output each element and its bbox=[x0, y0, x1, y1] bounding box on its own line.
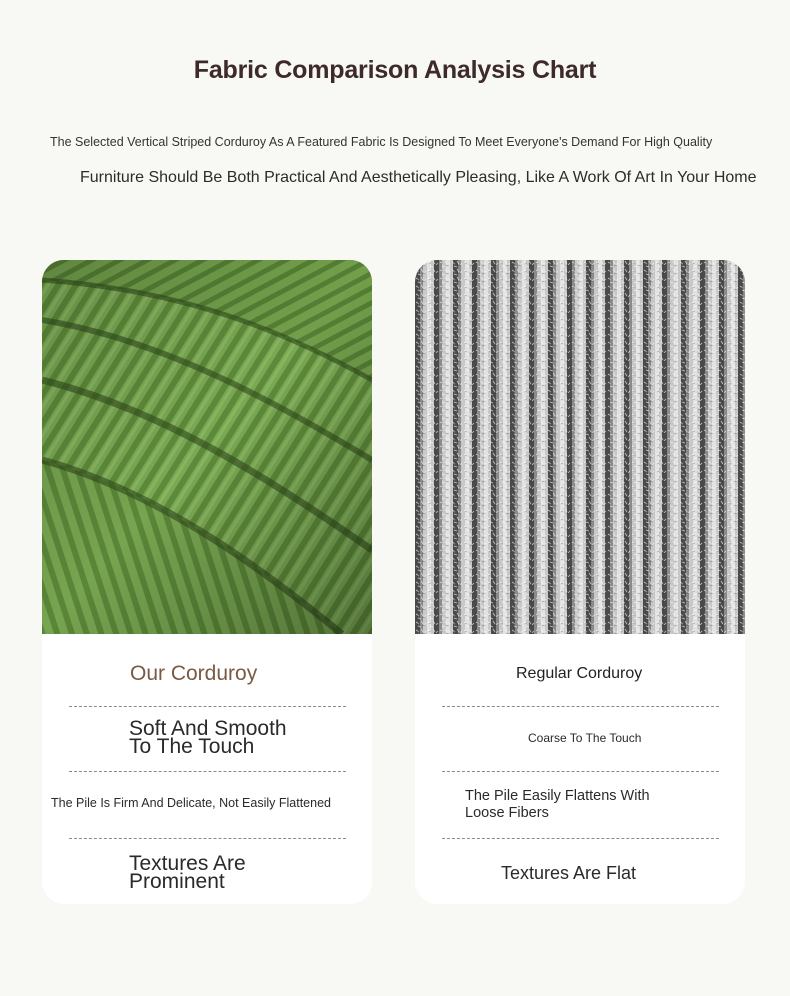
divider bbox=[442, 771, 719, 772]
feature-pile-flattens bbox=[465, 788, 650, 822]
feature-textures-prominent bbox=[129, 852, 246, 893]
subtitle-line-2: Furniture Should Be Both Practical And Aesthetically Pleasing, Like A Work Of Art In Your Home bbox=[80, 169, 757, 186]
divider bbox=[69, 771, 346, 772]
divider bbox=[69, 706, 346, 707]
gray-corduroy-image bbox=[415, 260, 745, 634]
feature-line: To The Touch bbox=[129, 735, 255, 758]
regular-corduroy-card bbox=[415, 260, 745, 904]
feature-line: Textures Are bbox=[129, 852, 246, 875]
feature-line: Soft And Smooth bbox=[129, 717, 287, 740]
our-corduroy-heading: Our Corduroy bbox=[130, 662, 258, 685]
feature-line: The Pile Easily Flattens With bbox=[465, 788, 650, 804]
divider bbox=[442, 838, 719, 839]
our-corduroy-card bbox=[42, 260, 372, 904]
feature-soft-smooth bbox=[129, 717, 287, 758]
feature-pile-firm: The Pile Is Firm And Delicate, Not Easily Flattened bbox=[51, 796, 331, 810]
feature-textures-flat: Textures Are Flat bbox=[501, 863, 637, 883]
green-corduroy-image bbox=[42, 260, 372, 634]
feature-coarse-touch: Coarse To The Touch bbox=[528, 731, 642, 745]
subtitle-line-1: The Selected Vertical Striped Corduroy As A Featured Fabric Is Designed To Meet Everyone's Demand For High Quality bbox=[50, 135, 713, 149]
divider bbox=[442, 706, 719, 707]
regular-corduroy-heading: Regular Corduroy bbox=[516, 665, 643, 682]
page-title: Fabric Comparison Analysis Chart bbox=[193, 56, 597, 84]
divider bbox=[69, 838, 346, 839]
feature-line: Loose Fibers bbox=[465, 805, 549, 821]
feature-line: Prominent bbox=[129, 870, 225, 893]
